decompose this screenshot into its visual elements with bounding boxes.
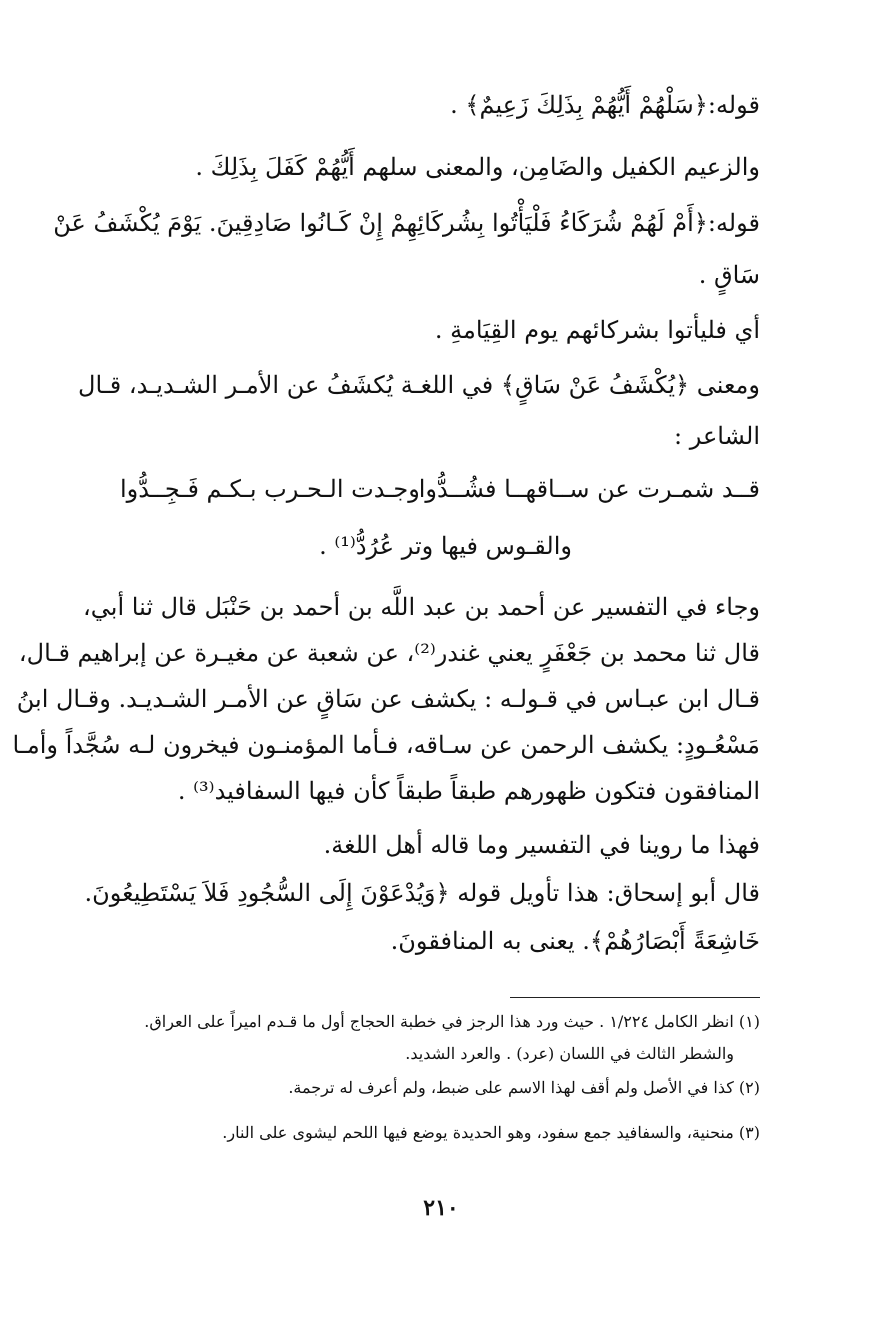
text-line: فهذا ما روينا في التفسير وما قاله أهل اللغة. [323, 831, 760, 859]
verse-third-line: والقـوس فيها وتر عُرُدُّ⁽¹⁾ . [319, 532, 572, 560]
text-line: قوله:﴿سَلْهُمْ أَيُّهُمْ بِذَلِكَ زَعِيمٌ﴾ . [450, 91, 760, 119]
text-line: قوله:﴿أَمْ لَهُمْ شُرَكَاءُ فَلْيَأْتُوا بِشُركَائِهِمْ إِنْ كَـانُوا صَادِقِينَ. يَوْمَ يُكْشَفُ عَنْ [53, 209, 760, 237]
footnote-1-continuation: والشطر الثالث في اللسان (عرد) . والعرد الشديد. [405, 1044, 734, 1063]
text-line: قـال ابن عبـاس في قـولـه : يكشف عن سَاقٍ عن الأمـر الشـديـد. وقـال ابنُ [16, 685, 760, 713]
footnote-separator [510, 997, 760, 998]
text-line: والزعيم الكفيل والضَامِن، والمعنى سلهم أَيُّهُمْ كَفَلَ بِذَلِكَ . [195, 153, 760, 181]
footnote-1: (١) انظر الكامل ١/٢٢٤ . حيث ورد هذا الرجز في خطبة الحجاج أول ما قـدم اميراً على العراق. [144, 1012, 760, 1031]
verse-first-hemistich: قــد شمـرت عن ســاقهــا فشُــدُّوا [418, 475, 760, 503]
text-line: الشاعر : [674, 422, 760, 450]
verse-second-hemistich: وجـدت الـحـرب بـكـم فَـجِــدُّوا [120, 475, 420, 503]
text-line: المنافقون فتكون ظهورهم طبقاً طبقاً كأن فيها السفافيد⁽³⁾ . [177, 777, 760, 805]
page-number: ٢١٠ [423, 1195, 459, 1221]
text-line: أي فليأتوا بشركائهم يوم القِيَامةِ . [434, 316, 760, 344]
text-line: سَاقٍ . [698, 261, 760, 289]
text-line: ومعنى ﴿يُكْشَفُ عَنْ سَاقٍ﴾ في اللغـة يُكشَفُ عن الأمـر الشـديـد، قـال [78, 371, 760, 399]
text-line: قال أبو إسحاق: هذا تأويل قوله ﴿وَيُدْعَوْنَ إِلَى السُّجُودِ فَلاَ يَسْتَطِيعُونَ. [84, 879, 760, 907]
text-line: وجاء في التفسير عن أحمد بن عبد اللَّه بن أحمد بن حَنْبَل قال ثنا أبي، [83, 593, 760, 621]
text-line: خَاشِعَةً أَبْصَارُهُمْ﴾. يعنى به المنافقونَ. [390, 927, 760, 955]
text-line: قال ثنا محمد بن جَعْفَرٍ يعني غندر⁽²⁾، عن شعبة عن مغيـرة عن إبراهيم قـال، [18, 639, 760, 667]
footnote-2: (٢) كذا في الأصل ولم أقف لهذا الاسم على ضبط، ولم أعرف له ترجمة. [288, 1078, 760, 1097]
text-line: مَسْعُـودٍ: يكشف الرحمن عن سـاقه، فـأما المؤمنـون فيخرون لـه سُجَّداً وأمـا [12, 731, 760, 759]
footnote-3: (٣) منحنية، والسفافيد جمع سفود، وهو الحديدة يوضع فيها اللحم ليشوى على النار. [222, 1123, 760, 1142]
